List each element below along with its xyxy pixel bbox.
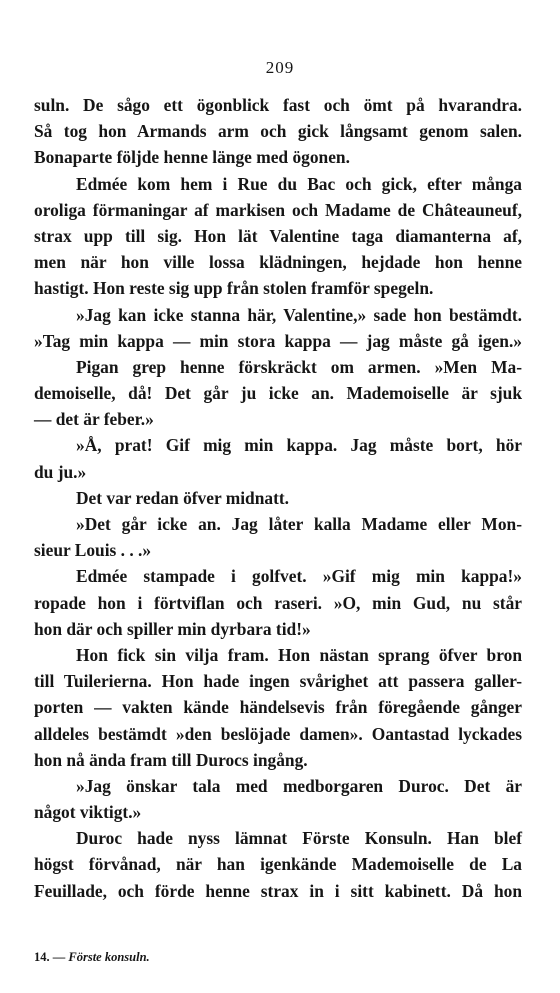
text-line: Det var redan öfver midnatt.: [76, 487, 290, 508]
text-line: till Tuilerierna. Hon hade ingen svårighet att passera galler-: [34, 671, 522, 692]
text-line: högst förvånad, när han igenkände Mademoiselle de La: [34, 854, 522, 875]
text-line: porten — vakten kände händelsevis från föregående gånger: [34, 697, 522, 718]
text-line: Edmée stampade i golfvet. »Gif mig min kappa!»: [76, 566, 522, 587]
text-line: demoiselle, då! Det går ju icke an. Mademoiselle är sjuk: [34, 383, 522, 404]
text-line: du ju.»: [34, 461, 87, 482]
text-line: Edmée kom hem i Rue du Bac och gick, efter många: [76, 173, 522, 194]
text-line: Hon fick sin vilja fram. Hon nästan sprang öfver bron: [76, 644, 522, 665]
text-line: Så tog hon Armands arm och gick långsamt genom salen.: [34, 121, 522, 142]
text-line: Duroc hade nyss lämnat Förste Konsuln. Han blef: [76, 828, 522, 849]
text-line: »Å, prat! Gif mig min kappa. Jag måste bort, hör: [76, 435, 522, 456]
text-line: »Jag kan icke stanna här, Valentine,» sade hon bestämdt.: [76, 304, 522, 325]
text-line: strax upp till sig. Hon lät Valentine taga diamanterna af,: [34, 225, 522, 246]
text-line: Feuillade, och förde henne strax in i sitt kabinett. Då hon: [34, 880, 522, 901]
text-line: hon där och spiller min dyrbara tid!»: [34, 618, 311, 639]
text-line: »Tag min kappa — min stora kappa — jag måste gå igen.»: [34, 330, 522, 351]
signature-number: 14.: [34, 950, 50, 964]
text-line: alldeles bestämdt »den beslöjade damen». Oantastad lyckades: [34, 723, 522, 744]
text-line: ropade hon i förtviflan och raseri. »O, min Gud, nu står: [34, 592, 522, 613]
printer-signature: [34, 950, 150, 965]
text-line: suln. De sågo ett ögonblick fast och ömt på hvarandra.: [34, 95, 522, 115]
text-line: — det är feber.»: [34, 409, 154, 430]
text-line: »Det går icke an. Jag låter kalla Madame eller Mon-: [76, 514, 522, 534]
text-line: men när hon ville lossa klädningen, hejdade hon henne: [34, 252, 522, 273]
text-line: oroliga förmaningar af markisen och Madame de Châteauneuf,: [34, 199, 522, 220]
text-line: Pigan grep henne förskräckt om armen. »Men Ma-: [76, 356, 522, 377]
page-number: 209: [265, 58, 295, 77]
body-text: [34, 92, 522, 904]
text-line: »Jag önskar tala med medborgaren Duroc. Det är: [76, 775, 522, 796]
text-line: hastigt. Hon reste sig upp från stolen framför spegeln.: [34, 278, 434, 299]
text-line: sieur Louis . . .»: [34, 540, 152, 561]
text-line: något viktigt.»: [34, 802, 142, 823]
text-line: hon nå ända fram till Durocs ingång.: [34, 749, 308, 770]
text-line: Bonaparte följde henne länge med ögonen.: [34, 147, 350, 168]
signature-dash: —: [52, 950, 66, 964]
signature-title: Förste konsuln.: [68, 950, 150, 964]
